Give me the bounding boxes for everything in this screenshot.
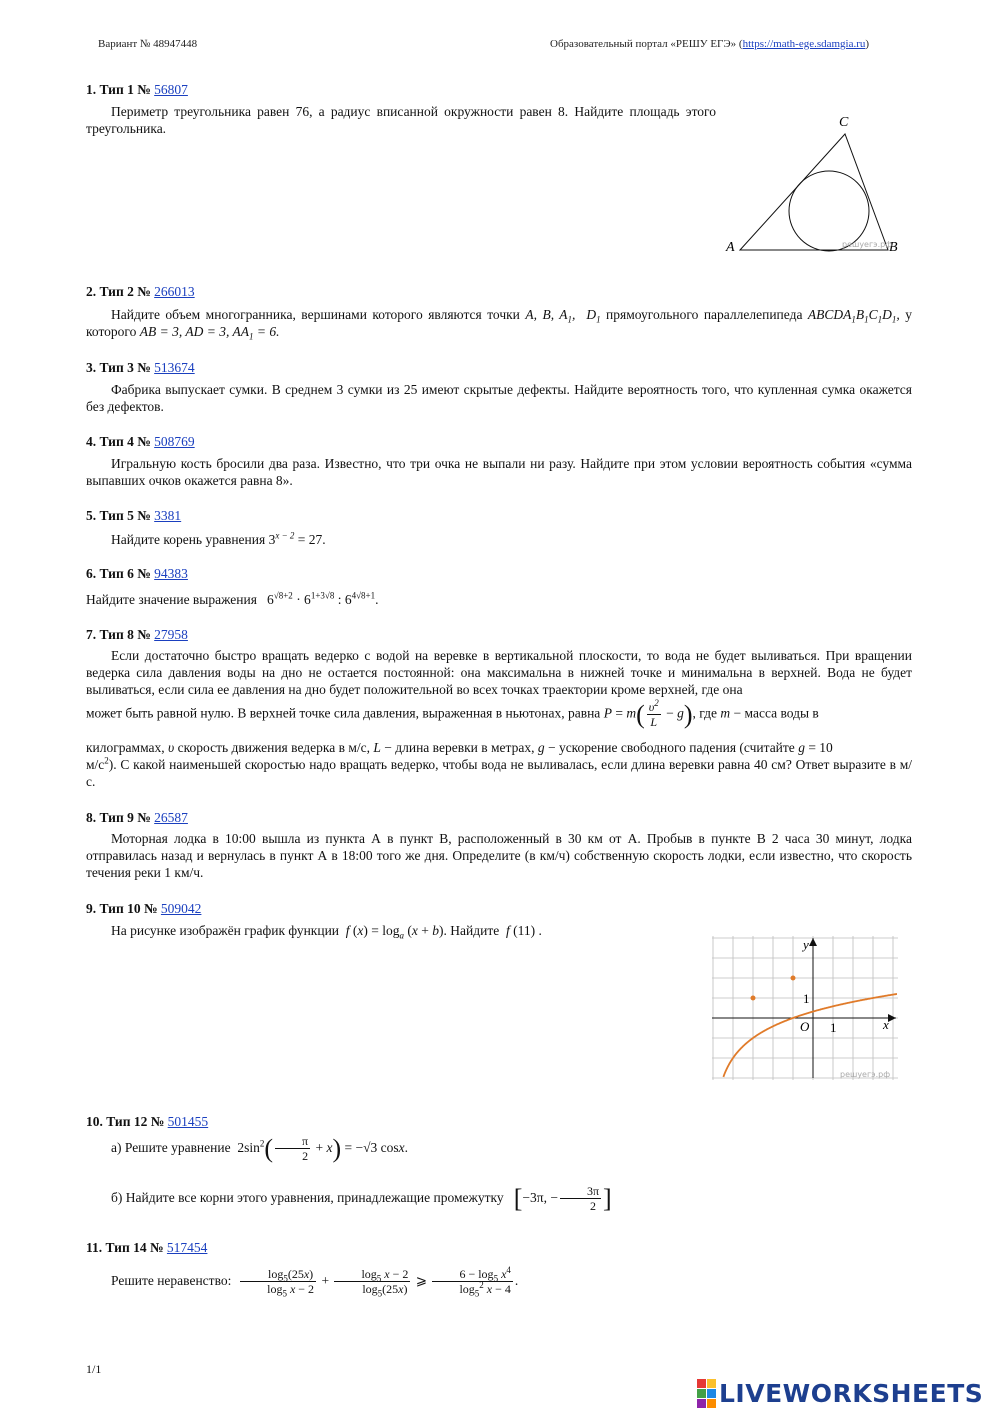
triangle-figure (720, 110, 910, 260)
liveworksheets-logo (697, 1378, 983, 1408)
task-2-text-a: Найдите объем многогранника, вершинами которого являются точки (111, 307, 526, 322)
y-axis-label: y (803, 937, 809, 952)
task-4-title (86, 434, 195, 450)
task-3-title (86, 360, 195, 376)
task-8-title (86, 810, 188, 826)
task-10-a-label: а) Решите уравнение (111, 1140, 234, 1155)
task-9-text: На рисунке изображён график функции f $(x) = \log_a (x + b)$. Найдите f (11) . (111, 923, 542, 941)
task-9-prefix: 9. Тип 10 № (86, 901, 161, 916)
task-7-text-2: может быть равной нулю. В верхней точке сила давления, выраженная в ньютонах, равна P = m( $\frac{\upsilon^2}{L}$ − g), где m − масса воды в (86, 698, 819, 729)
task-10-b-label: б) Найдите все корни этого уравнения, принадлежащие промежутку (111, 1190, 507, 1205)
v-squared-over-l: $\frac{\upsilon^2}{L}$ (648, 698, 659, 729)
task-5-title (86, 508, 181, 524)
task-6-exp-2: 1+3√8 (310, 590, 335, 601)
graph-point-1 (751, 996, 756, 1001)
portal-link[interactable]: https://math-ege.sdamgia.ru (742, 38, 866, 50)
x-axis-label: x (883, 1017, 889, 1032)
task-10-part-a: а) Решите уравнение $2\sin^2$( $\frac{\pi}{2}$ + x) = −√3 cosx. (111, 1133, 409, 1164)
task-6-text-a: Найдите значение выражения (86, 592, 261, 607)
portal-label (550, 38, 869, 50)
task-1-title (86, 82, 188, 98)
task-2-box-label: ABCDA (807, 307, 852, 322)
task-5-prefix: 5. Тип 5 № (86, 508, 155, 523)
task-6-exp-3: 4√8+1 (351, 590, 376, 601)
log-graph (712, 936, 898, 1080)
x-unit-label: 1 (830, 1020, 837, 1035)
task-7-text-3: килограммах, υ скорость движения ведерка в м/с, L − длина веревки в метрах, g − ускорение свободного падения (считайте g = 10 (86, 740, 833, 755)
task-2-prefix: 2. Тип 2 № (86, 284, 155, 299)
task-2-text-c: у которого (86, 307, 913, 339)
task-6-title (86, 566, 188, 582)
task-11-text: Решите неравенство: $\frac{\log_5(25x)}{\log_5 x - 2}$ + $\frac{\log_5 x - 2}{\log_5(25x)}$ ⩾ $\frac{6 - \log_5 x^4}{\log_5^2 x - 4}$ . (111, 1265, 519, 1299)
triangle-shape (740, 134, 888, 250)
y-unit-label: 1 (803, 991, 810, 1006)
graph-grid (712, 936, 898, 1080)
task-2-condition: AB = 3, AD = 3, $AA_1 = 6$. (139, 324, 280, 342)
graph-point-2 (791, 976, 796, 981)
portal-name: Образовательный портал «РЕШУ ЕГЭ» ( (550, 38, 743, 50)
task-5-eq-exp: x − 2 (275, 530, 295, 541)
logo-text: LIVEWORKSHEETS (719, 1378, 984, 1408)
task-7-prefix: 7. Тип 8 № (86, 627, 155, 642)
task-3-text: Фабрика выпускает сумки. В среднем 3 сумки из 25 имеют скрытые дефекты. Найдите вероятность того, что купленная сумка окажется без дефектов. (86, 382, 912, 414)
task-2-points-a: A, B, A (525, 307, 568, 322)
triangle-watermark: решуегэ.рф (842, 240, 893, 249)
task-7-text-3b: скорость движения ведерка в м/с, (174, 740, 374, 755)
task-2-title (86, 284, 195, 300)
task-6-link[interactable]: 94383 (154, 566, 188, 581)
task-7-text-3d: − ускорение свободного падения (считайте (544, 740, 799, 755)
vertex-c-label: C (839, 115, 849, 130)
task-7-text-4a: ). С какой наименьшей скоростью надо вращать ведерко, чтобы вода не выливалась, если длина веревки равна 40 см? Ответ выразите в м/с. (86, 757, 912, 789)
variant-label: Вариант № 48947448 (98, 38, 198, 50)
task-6-exp-1: √8+2 (273, 590, 293, 601)
task-2-link[interactable]: 266013 (154, 284, 195, 299)
task-7-text-2c: − масса воды в (730, 705, 819, 721)
task-6-text: Найдите значение выражения $6^{√8+2} \cdot 6^{1+3√8}$ : $6^{4√8+1}$. (86, 590, 379, 607)
task-5-text (86, 531, 912, 548)
task-7-text-1: Если достаточно быстро вращать ведерко с водой на веревке в вертикальной плоскости, то вода не будет выливаться. При вращении ведерка сила давления воды на дно не остается постоянной: она максимальна в нижней точке и минимальна в верхней. Вода не будет выливаться, если сила ее давления на дно будет положительной во всех точках траектории кроме верхней, где она (86, 648, 912, 697)
task-9-title (86, 901, 201, 917)
vertex-b-label: B (889, 240, 898, 255)
task-2-condition-text: AB = 3, AD = 3, AA (139, 324, 249, 339)
x-axis-arrow (888, 1014, 896, 1022)
log-curve (723, 994, 897, 1077)
task-7-text-3a: килограммах, (86, 740, 169, 755)
task-9-link[interactable]: 509042 (160, 901, 202, 916)
task-11-label: Решите неравенство: (111, 1273, 235, 1288)
graph-watermark: решуегэ.рф (840, 1070, 891, 1079)
task-4-link[interactable]: 508769 (154, 434, 195, 449)
task-4-text: Игральную кость бросили два раза. Известно, что три очка не выпали ни разу. Найдите при этом условии вероятность события «сумма выпавших очков окажется равна 8». (86, 456, 912, 488)
task-7-text-4: $м/с^2$). С какой наименьшей скоростью надо вращать ведерко, чтобы вода не выливалась, если длина веревки равна 40 см? Ответ выразите в м/с. (86, 755, 912, 789)
task-11-link[interactable]: 517454 (166, 1240, 208, 1255)
task-11-prefix: 11. Тип 14 № (86, 1240, 167, 1255)
task-7-title (86, 627, 188, 643)
task-2-text-b: прямоугольного параллелепипеда (600, 307, 808, 322)
task-10-part-b: б) Найдите все корни этого уравнения, принадлежащие промежутку [−3π, − $\frac{3\pi}{2}$ ] (111, 1183, 612, 1214)
task-5-eq-rhs: = 27. (294, 532, 326, 547)
task-7-text-3c: − длина веревки в метрах, (380, 740, 538, 755)
page-number: 1/1 (86, 1362, 102, 1376)
task-9-text-b: . Найдите (443, 923, 503, 938)
task-3-link[interactable]: 513674 (154, 360, 195, 375)
task-7-text-2a: может быть равной нулю. В верхней точке сила давления, выраженная в ньютонах, равна (86, 705, 604, 721)
task-8-prefix: 8. Тип 9 № (86, 810, 155, 825)
task-10-prefix: 10. Тип 12 № (86, 1114, 168, 1129)
task-7-link[interactable]: 27958 (154, 627, 188, 642)
vertex-a-label: A (726, 240, 735, 255)
task-3-prefix: 3. Тип 3 № (86, 360, 155, 375)
task-2-points: A, B, $A_1$, $D_1$ (525, 307, 601, 325)
task-10-title (86, 1114, 208, 1130)
task-2-text (86, 306, 912, 340)
task-5-text-a: Найдите корень уравнения (111, 532, 269, 547)
task-4-prefix: 4. Тип 4 № (86, 434, 155, 449)
task-6-prefix: 6. Тип 6 № (86, 566, 155, 581)
task-9-text-a: На рисунке изображён график функции (111, 923, 343, 938)
task-7-text-2b: , где (692, 705, 721, 721)
origin-label: O (800, 1019, 810, 1034)
task-2-box: $ABCDA_1B_1C_1D_1$, (807, 307, 900, 325)
task-1-prefix: 1. Тип 1 № (86, 82, 155, 97)
logo-grid-icon (697, 1379, 716, 1408)
task-5-link[interactable]: 3381 (154, 508, 182, 523)
inscribed-circle (789, 171, 869, 251)
portal-paren: ) (865, 38, 870, 50)
task-5-eq-base: 3 (268, 532, 276, 547)
task-11-title (86, 1240, 207, 1256)
task-10-link[interactable]: 501455 (167, 1114, 209, 1129)
task-8-link[interactable]: 26587 (154, 810, 188, 825)
task-1-link[interactable]: 56807 (154, 82, 188, 97)
task-8-text: Моторная лодка в 10:00 вышла из пункта А в пункт В, расположенный в 30 км от А. Пробыв в пункте В 2 часа 30 минут, лодка отправилась назад и вернулась в пункт А в 18:00 того же дня. Определите (в км/ч) собственную скорость лодки, если известно, что скорость течения реки 1 км/ч. (86, 831, 912, 880)
y-axis-arrow (809, 938, 817, 946)
task-2-points-d: D (586, 307, 597, 322)
task-1-text: Периметр треугольника равен 76, а радиус вписанной окружности равен 8. Найдите площадь этого треугольника. (86, 104, 716, 136)
